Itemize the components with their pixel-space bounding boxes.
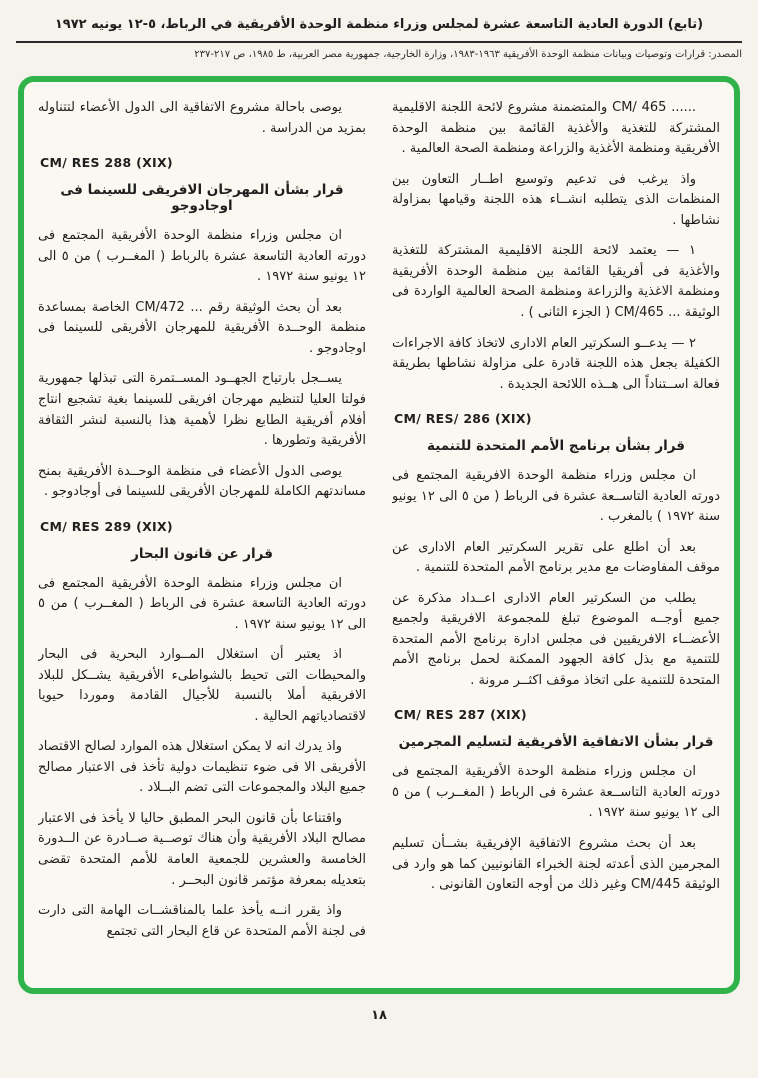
session-title: (تابع) الدورة العادية التاسعة عشرة لمجلس وزراء منظمة الوحدة الأفريقية في الرباط، ٥-١٢ يونيه ١٩٧٢ — [54, 17, 704, 32]
paragraph: يطلب من السكرتير العام الادارى اعــداد مذكرة عن جميع أوجــه الموضوع تبلغ للمجموعة الافريقية ولجميع الأعضــاء الافريقيين فى مجلس ادارة برنامج الأمم المتحدة للتنمية مع بذل كافة الجهود الممكنة لحمل برنامج الأمم المتحدة للتنمية على اتخاذ موقف اكثــر مرونة . — [392, 590, 720, 688]
column-left — [38, 98, 366, 972]
content-frame — [18, 76, 740, 994]
resolution-title: قرار بشأن الاتفاقية الأفريقية لتسليم المجرمين — [398, 734, 714, 751]
paragraph: ...... CM/ 465 والمتضمنة مشروع لائحة اللجنة الاقليمية المشتركة للتغذية والأغذية القائمة بين منظمة الوحدة الأفريقية ومنظمة الأغذية والزراعة ومنظمة الصحة العالمية . — [392, 100, 720, 157]
column-right — [392, 98, 720, 972]
resolution-title: قرار بشأن برنامج الأمم المتحدة للتنمية — [427, 438, 685, 455]
paragraph: واقتناعا بأن قانون البحر المطبق حاليا لا يأخذ فى الاعتبار مصالح البلاد الأفريقية وأن هناك توصــية صــادرة عن الــدورة الخامسة والعشرين للجمعية العامة للأمم المتحدة تقضى بتعديله بمعرفة مؤتمر قانون البحــر . — [38, 810, 366, 888]
resolution-code: CM/ RES 287 (XIX) — [394, 707, 527, 723]
paragraph: يوصى باحالة مشروع الاتفاقية الى الدول الأعضاء لتتناوله بمزيد من الدراسة . — [38, 100, 366, 136]
resolution-code: CM/ RES/ 286 (XIX) — [394, 411, 532, 427]
resolution-title: قرار بشأن المهرجان الافريقى للسينما فى اوجادوجو — [60, 182, 344, 215]
paragraph: واذ يقرر انــه يأخذ علما بالمناقشــات الهامة التى دارت فى لجنة الأمم المتحدة عن قاع البحار التى تجتمع — [38, 903, 366, 939]
paragraph: اذ يعتبر أن استغلال المــوارد البحرية فى البحار والمحيطات التى تحيط بالشواطىء الأفريقية يشــكل للبلاد الافريقية أملا بالنسبة للأجيال القادمة وموردا حيويا لاقتصادياتهم الحالية . — [38, 647, 366, 724]
resolution-code: CM/ RES 289 (XIX) — [40, 518, 173, 534]
two-column-layout — [38, 98, 720, 972]
paragraph: بعد أن اطلع على تقرير السكرتير العام الادارى عن موقف المفاوضات مع مدير برنامج الأمم المتحدة للتنمية . — [392, 539, 720, 576]
paragraph: ان مجلس وزراء منظمة الوحدة الأفريقية المجتمع فى دورته العادية التاسعة عشرة فى الرباط ( المغــرب ) من ٥ الى ١٢ يونيو سنة ١٩٧٢ . — [38, 575, 366, 632]
paragraph: ٢ — يدعــو السكرتير العام الادارى لاتخاذ كافة الاجراءات الكفيلة بجعل هذه اللجنة قادرة على مزاولة نشاطها بطريقة فعالة اســتناداً الى هــذه اللائحة الجديدة . — [392, 335, 720, 392]
paragraph: يوصى الدول الأعضاء فى منظمة الوحــدة الأفريقية بمنح مساندتهم الكاملة للمهرجان الأفريقى للسينما فى أوجادوجو . — [38, 463, 366, 500]
header-divider — [16, 41, 742, 43]
source-line: المصدر: قرارات وتوصيات وبيانات منظمة الوحدة الأفريقية ١٩٦٣-١٩٨٣، وزارة الخارجية، جمهورية مصر العربية، ط ١٩٨٥، ص ٢١٧-٢٣٧ — [194, 49, 742, 61]
paragraph: يســجل بارتياح الجهــود المســتمرة التى تبذلها جمهورية فولتا العليا لتنظيم مهرجان افريقى للسينما بغية تشجيع انتاج أفلام أفريقية الطابع نظرا لأهمية هذا بالنسبة لنشر الثقافة الأفريقية وتطورها . — [38, 371, 366, 449]
paragraph: بعد أن بحث الوثيقة رقم ... CM/472 الخاصة بمساعدة منظمة الوحــدة الأفريقية للمهرجان الأفريقى للسينما فى اوجادوجو . — [38, 299, 366, 356]
page-number: ١٨ — [371, 1008, 387, 1024]
paragraph: بعد أن بحث مشروع الاتفاقية الإفريقية بشــأن تسليم المجرمين الذى أعدته لجنة الخبراء القانونيين كما هو وارد فى الوثيقة CM/445 وغير ذلك من أوجه التعاون القانونى . — [392, 836, 720, 893]
paragraph: ١ — يعتمد لائحة اللجنة الاقليمية المشتركة للتغذية والأغذية فى أفريقيا القائمة بين منظمة الوحدة الأفريقية ومنظمة الاغذية والزراعة ومنظمة الصحة العالمية الواردة فى الوثيقة ... CM/465 ( الجزء الثانى ) . — [392, 243, 720, 320]
page-header — [0, 0, 758, 62]
resolution-code: CM/ RES 288 (XIX) — [40, 155, 173, 171]
paragraph: ان مجلس وزراء منظمة الوحدة الأفريقية المجتمع فى دورته العادية التاســعة عشرة فى الرباط ( المغــرب ) من ٥ الى ١٢ يونيو سنة ١٩٧٢ . — [392, 764, 720, 821]
paragraph: ان مجلس وزراء منظمة الوحدة الأفريقية المجتمع فى دورته العادية التاسعة عشرة بالرباط ( المغــرب ) من ٥ الى ١٢ يونيو سنة ١٩٧٢ . — [38, 228, 366, 285]
resolution-title: قرار عن قانون البحار — [131, 545, 273, 562]
paragraph: واذ يرغب فى تدعيم وتوسيع اطــار التعاون بين المنظمات الذى يتطلبه انشــاء هذه اللجنة وقيامها بمزاولة نشاطها . — [392, 171, 720, 228]
paragraph: ان مجلس وزراء منظمة الوحدة الافريقية المجتمع فى دورته العادية التاســعة عشرة فى الرباط ( من ٥ الى ١٢ يونيو سنة ١٩٧٢ ) بالمغرب . — [392, 468, 720, 525]
paragraph: واذ يدرك انه لا يمكن استغلال هذه الموارد لصالح الاقتصاد الأفريقى الا فى ضوء تنظيمات دولية تأخذ فى الاعتبار مصالح جميع البلاد والمجموعات التى تضم البــلاد . — [38, 739, 366, 796]
